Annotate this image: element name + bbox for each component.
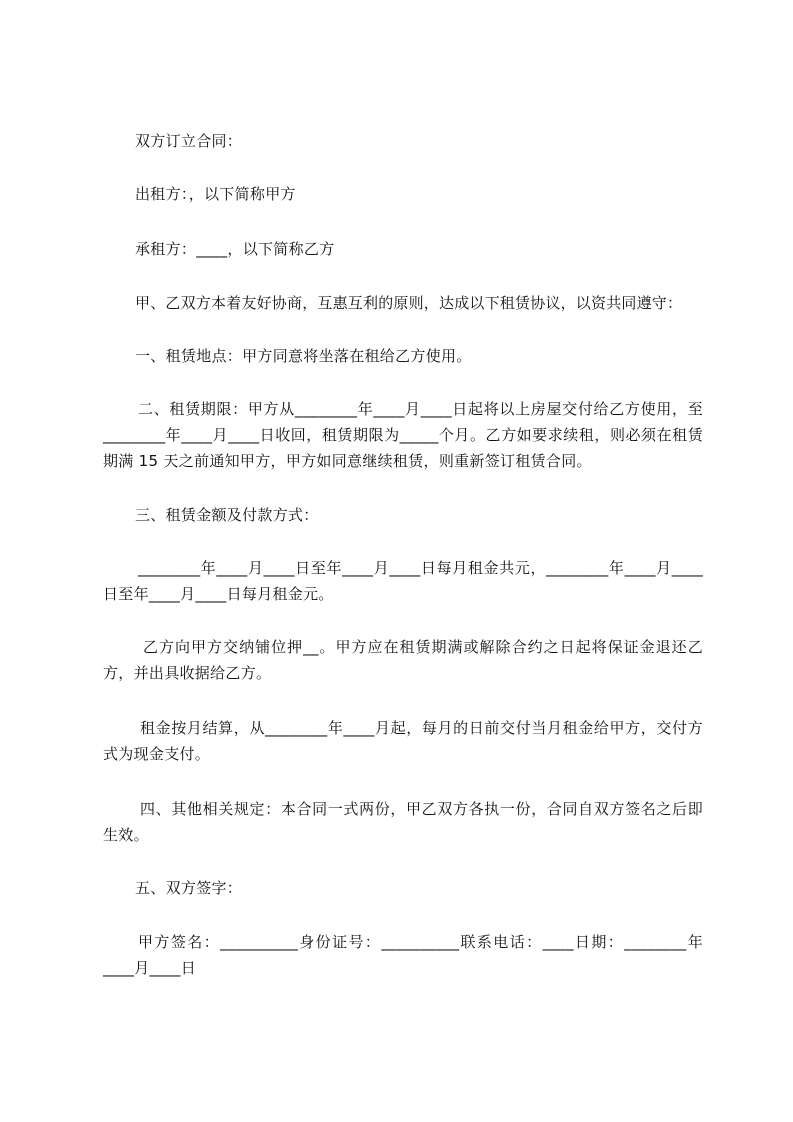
rent-periods: ________年____月____日至年____月____日每月租金共元，________年____月____日至年____月____日每月租金元。 xyxy=(103,559,703,603)
clause-rent-heading: 三、租赁金额及付款方式： xyxy=(135,506,319,524)
lessee-line: 承租方：____，以下简称乙方 xyxy=(135,240,335,258)
clause-other: 四、其他相关规定：本合同一式两份，甲乙双方各执一份，合同自双方签名之后即生效。 xyxy=(103,800,703,844)
deposit-clause: 乙方向甲方交纳铺位押__。甲方应在租赁期满或解除合约之日起将保证金退还乙方，并出具收据给乙方。 xyxy=(103,638,703,682)
agreement-preamble: 甲、乙双方本着友好协商，互惠互利的原则，达成以下租赁协议，以资共同遵守： xyxy=(135,294,683,312)
payment-clause: 租金按月结算，从________年____月起，每月的日前交付当月租金给甲方，交付方式为现金支付。 xyxy=(103,719,703,763)
contract-intro: 双方订立合同： xyxy=(135,132,243,150)
clause-signatures-heading: 五、双方签字： xyxy=(135,879,243,897)
party-a-signature-line: 甲方签名：__________身份证号：__________联系电话：____日期：________年____月____日 xyxy=(103,933,703,977)
clause-location: 一、租赁地点：甲方同意将坐落在租给乙方使用。 xyxy=(135,347,472,365)
clause-term: 二、租赁期限：甲方从________年____月____日起将以上房屋交付给乙方使用，至________年____月____日收回，租赁期限为_____个月。乙方如要求续租，则必须在租赁期满 15 天之前通知甲方，甲方如同意继续租赁，则重新签订租赁合同。 xyxy=(103,400,703,470)
lessor-line: 出租方：，以下简称甲方 xyxy=(135,185,296,203)
